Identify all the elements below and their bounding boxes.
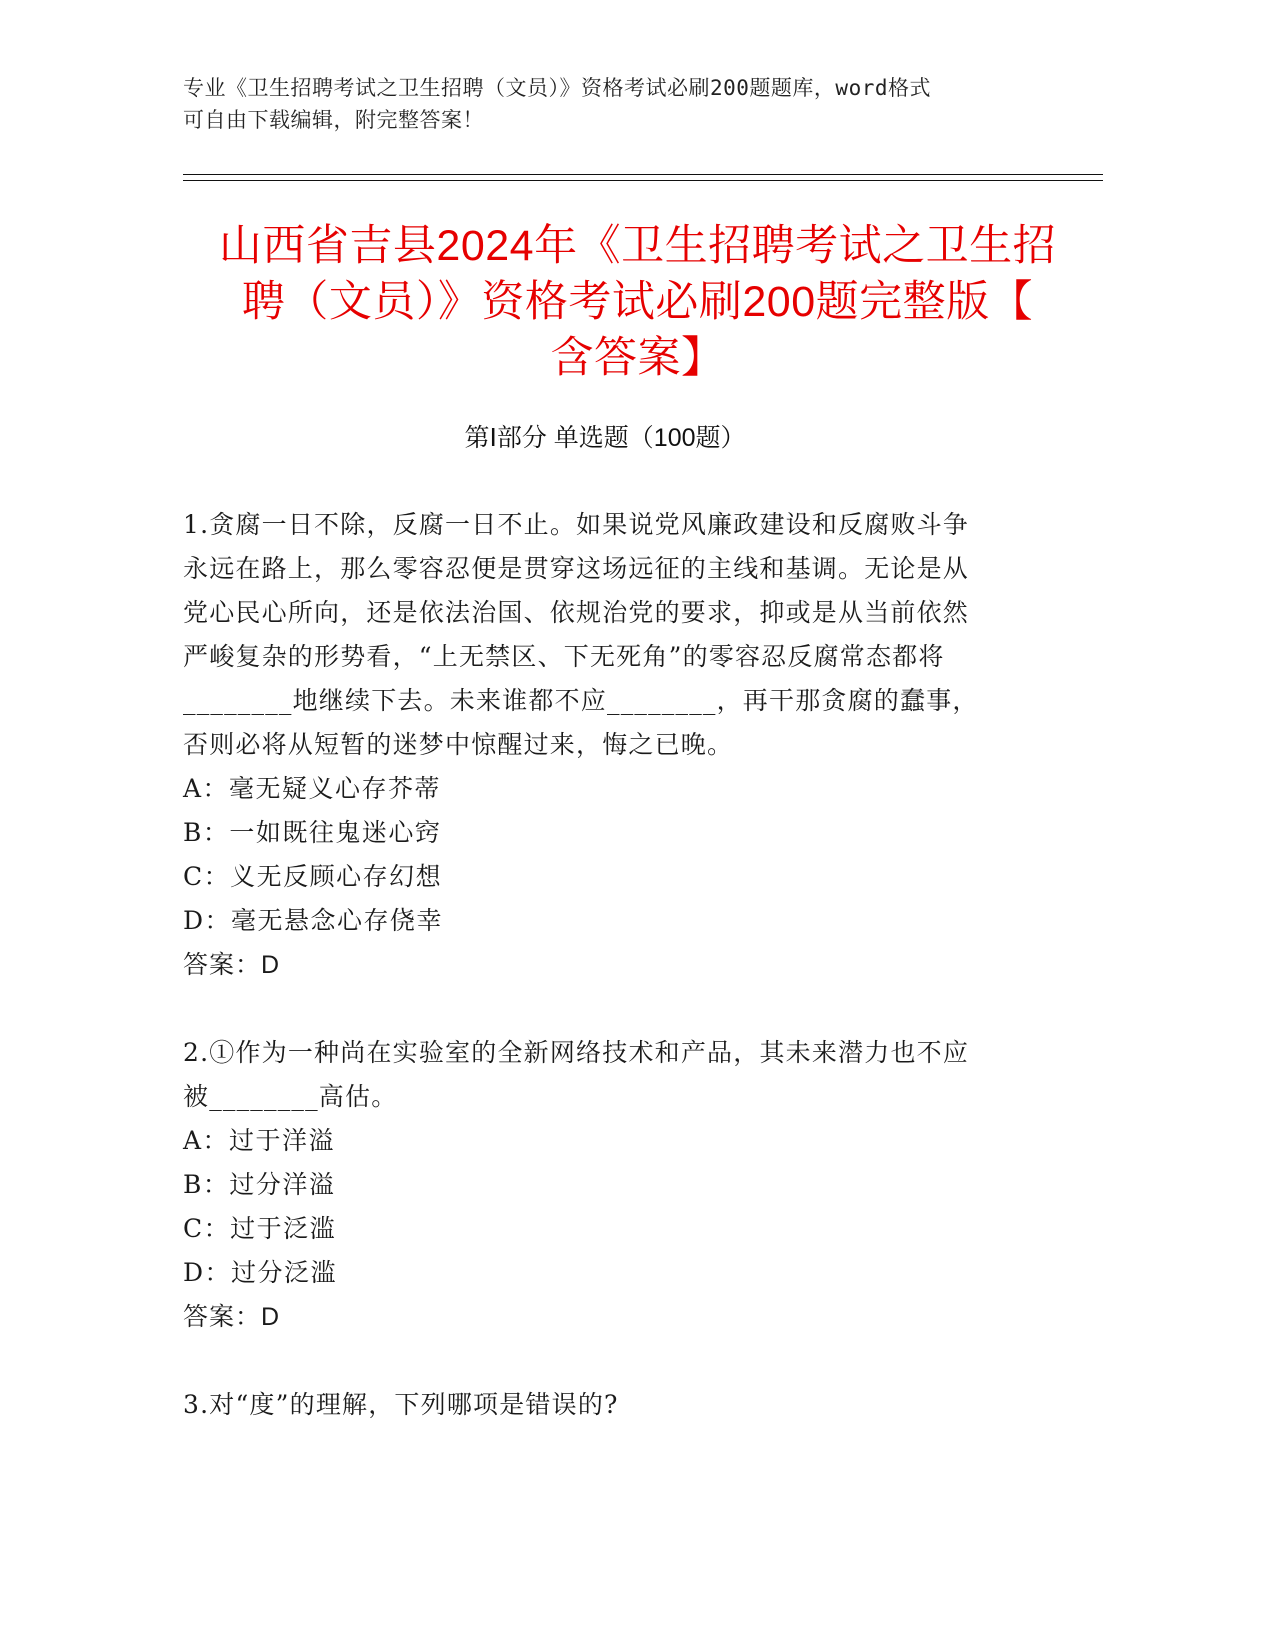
option-a: A：过于洋溢 [183,1126,336,1155]
question-stem-line: 被________高估。 [183,1082,398,1111]
header-divider-bottom [183,180,1103,181]
question-stem-line: 3.对“度”的理解，下列哪项是错误的? [183,1390,619,1419]
option-b: B：过分洋溢 [183,1170,336,1199]
header-note-line-1: 专业《卫生招聘考试之卫生招聘（文员）》资格考试必刷200题题库，word格式 [183,76,931,100]
document-title [170,218,1105,386]
option-d: D：过分泛滥 [183,1258,338,1287]
answer: 答案：D [183,951,281,979]
header-note-line-2: 可自由下载编辑，附完整答案！ [183,108,484,132]
question-2 [183,1031,1023,1339]
option-d: D：毫无悬念心存侥幸 [183,906,444,935]
question-1 [183,503,1023,987]
question-list [183,503,1023,1471]
title-line-1: 山西省吉县2024年《卫生招聘考试之卫生招 [218,222,1057,270]
question-stem-line: 永远在路上，那么零容忍便是贯穿这场远征的主线和基调。无论是从 [183,554,970,583]
option-a: A：毫无疑义心存芥蒂 [183,774,442,803]
answer: 答案：D [183,1303,281,1331]
question-stem-line: 1.贪腐一日不除，反腐一日不止。如果说党风廉政建设和反腐败斗争 [183,510,970,539]
title-line-2: 聘（文员）》资格考试必刷200题完整版【 [241,278,1034,326]
question-stem-line: 否则必将从短暂的迷梦中惊醒过来，悔之已晚。 [183,730,734,759]
question-stem-line: 严峻复杂的形势看，“上无禁区、下无死角”的零容忍反腐常态都将 [183,642,945,671]
option-c: C：义无反顾心存幻想 [183,862,443,891]
title-line-3: 含答案】 [550,334,725,382]
header-divider-top [183,174,1103,175]
header-note [183,72,1033,136]
question-stem-line: 2.①作为一种尚在实验室的全新网络技术和产品，其未来潜力也不应 [183,1038,970,1067]
question-3 [183,1383,1023,1427]
question-stem-line: 党心民心所向，还是依法治国、依规治党的要求，抑或是从当前依然 [183,598,970,627]
question-stem-line: ________地继续下去。未来谁都不应________，再干那贪腐的蠢事， [183,686,979,715]
section-heading: 第Ⅰ部分 单选题（100题） [464,424,746,452]
option-b: B：一如既往鬼迷心窍 [183,818,442,847]
option-c: C：过于泛滥 [183,1214,337,1243]
